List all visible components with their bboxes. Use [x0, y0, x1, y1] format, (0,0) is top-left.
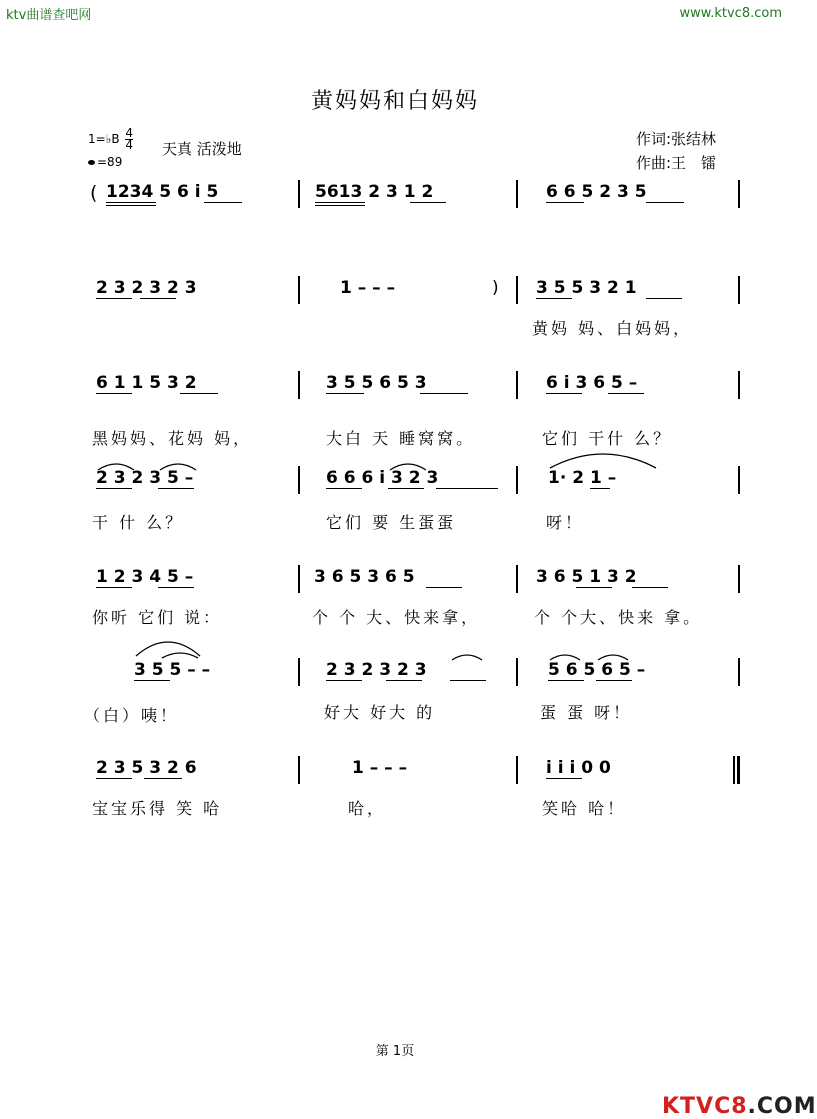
row6-measure2: 1 – – – — [352, 758, 408, 778]
row3-measure1: 2 3 2 3 5 – — [96, 468, 194, 488]
row3-measure3: 1· 2 1 – — [548, 468, 617, 488]
logo-suffix: .COM — [747, 1094, 817, 1119]
logo-main: KTVC8 — [662, 1094, 748, 1119]
row4-lyric1: 你听 它们 说： — [92, 608, 223, 627]
row6-lyric1: 宝宝乐得 笑 哈 — [92, 799, 223, 818]
row0-paren-open: ( — [90, 182, 98, 204]
quarter-note-icon — [88, 160, 95, 165]
row6-measure1: 2 3 5 3 2 6 — [96, 758, 197, 778]
row3-lyric1: 干 什 么？ — [92, 513, 185, 532]
row2-lyric3: 它们 干什 么？ — [542, 429, 673, 448]
row5-measure2: 2 3 2 3 2 3 — [326, 660, 427, 680]
tempo-marking: =89 — [88, 155, 122, 169]
row2-lyric2: 大白 天 睡窝窝。 — [326, 429, 476, 448]
row4-lyric3: 个 个大、快来 拿。 — [534, 608, 703, 627]
key-signature: 1=♭B $\frac{4}{4}$ — [88, 126, 134, 152]
row1-lyric1: 黄妈 妈、白妈妈， — [532, 319, 693, 338]
lyricist-credit: 作词:张结林 — [636, 130, 717, 148]
row2-measure2: 3 5 5 6 5 3 — [326, 373, 427, 393]
mood-marking: 天真 活泼地 — [162, 140, 242, 158]
site-logo — [662, 1094, 817, 1119]
row4-measure2: 3 6 5 3 6 5 — [314, 567, 415, 587]
row4-lyric2: 个 个 大、快来拿， — [312, 608, 481, 627]
row5-lyric3: 蛋 蛋 呀！ — [540, 703, 633, 722]
row1-measure3: 3 5 5 3 2 1 — [536, 278, 637, 298]
row2-measure3: 6 i 3 6 5 – — [546, 373, 638, 393]
meter-bottom: 4 — [125, 138, 134, 152]
row3-measure2: 6 6 6 i 3 2 3 — [326, 468, 439, 488]
row1-measure1: 2 3 2 3 2 3 — [96, 278, 197, 298]
row0-measure2: 5613 2 3 1 2 — [315, 182, 434, 202]
row3-slur4 — [548, 448, 658, 470]
row2-measure1: 6 1 1 5 3 2 — [96, 373, 197, 393]
watermark-right: www.ktvc8.com — [679, 6, 782, 21]
row2-lyric1: 黑妈妈、花妈 妈， — [92, 429, 253, 448]
row5-measure3: 5 6 5 6 5 – — [548, 660, 646, 680]
song-title: 黄妈妈和白妈妈 — [310, 89, 479, 114]
row4-measure3: 3 6 5 1 3 2 — [536, 567, 637, 587]
row5-slur3 — [450, 650, 484, 662]
row5-lyric1: （白）咦！ — [84, 706, 180, 725]
composer-credit: 作曲:王 镭 — [636, 154, 717, 172]
row5-slur2 — [160, 648, 200, 660]
row0-measure1: 1234 5 6 i 5 — [106, 182, 219, 202]
row0-measure3: 6 6 5 2 3 5 — [546, 182, 647, 202]
row3-lyric3: 呀！ — [546, 513, 585, 532]
row6-measure3: i i i 0 0 — [546, 758, 611, 778]
meter-top: 4 — [125, 126, 134, 140]
row1-measure2: 1 – – – — [340, 278, 396, 298]
page-number: 第 1页 — [375, 1044, 415, 1059]
row5-lyric2: 好大 好大 的 — [324, 703, 436, 722]
row3-lyric2: 它们 要 生蛋蛋 — [326, 513, 457, 532]
row6-lyric2: 哈， — [348, 799, 387, 818]
row1-paren-close: ) — [492, 278, 499, 298]
watermark-left: ktv曲谱查吧网 — [6, 8, 92, 23]
row6-lyric3: 笑哈 哈！ — [542, 799, 627, 818]
row5-measure1: 3 5 5 – – — [134, 660, 211, 680]
row4-measure1: 1 2 3 4 5 – — [96, 567, 194, 587]
